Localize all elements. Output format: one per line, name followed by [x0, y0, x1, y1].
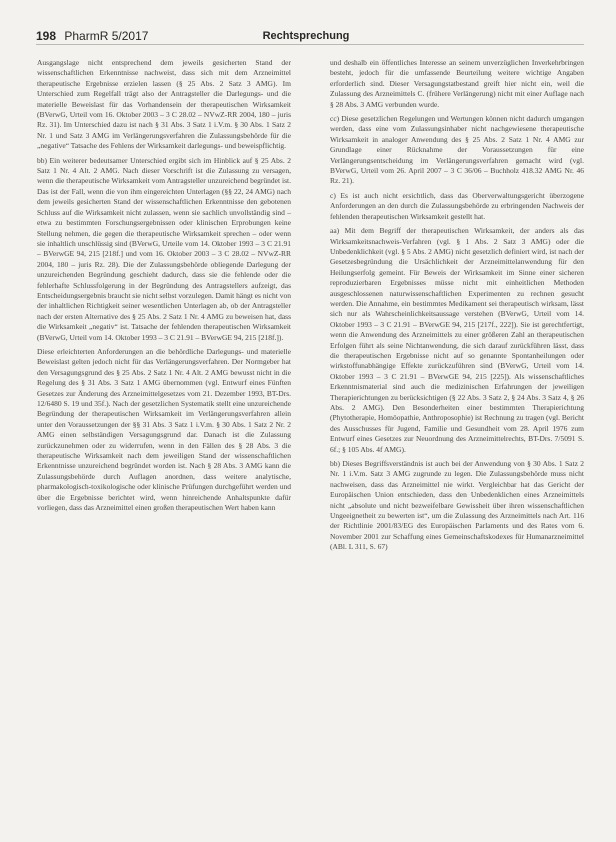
page-number: 198 [36, 29, 57, 43]
paragraph: Ausgangslage nicht entsprechend dem jeweils gesicherten Stand der wissenschaftlichen Erkenntnisse nachweist, dass sich mit dem Arzneimittel therapeutische Ergebnisse erzielen lassen (§ 25 Abs. 2 Satz 3 AMG). Im Unterschied zum Regelfall trägt also der Antragsteller die Darlegungs- und die materielle Beweislast für das Vorhandensein der therapeutischen Wirksamkeit (BVerwG, Urteil vom 16. Oktober 2003 – 3 C 28.02 – NVwZ-RR 2004, 180 – juris Rz. 31). Im Unterschied dazu ist nach § 31 Abs. 3 Satz 1 i.V.m. § 30 Abs. 1 Satz 2 Nr. 1 und Satz 3 AMG im Verlängerungsverfahren die Zulassungsbehörde für die „negative“ Tatsache des Fehlens der Wirksamkeit darlegungs- und beweispflichtig. [37, 58, 291, 151]
paragraph: bb) Dieses Begriffsverständnis ist auch bei der Anwendung von § 30 Abs. 1 Satz 2 Nr. 1 i.V.m. Satz 3 AMG zugrunde zu legen. Die Zulassungsbehörde muss nicht nachweisen, dass das Arzneimittel nie wirkt. Vergleichbar hat das Gericht der Europäischen Union entschieden, dass den Unbedenklichen eines Arzneimittels nicht „absolute und nicht bezweifelbare Gewissheit über ihren wissenschaftlichen Ungeeignetheit zu bewerten ist“, um die Zulassung des Arzneimittels nach Art. 116 der Richtlinie 2001/83/EG des Europäischen Parlaments und des Rates vom 6. November 2001 zur Schaffung eines Gemeinschaftskodexes für Humanarzneimittel (ABl. L 311, S. 67) [330, 459, 584, 552]
section-title: Rechtsprechung [248, 30, 364, 45]
right-column [330, 58, 584, 557]
paragraph: aa) Mit dem Begriff der therapeutischen Wirksamkeit, der anders als das Wirksamkeitsnachweis-Verfahren (vgl. § 1 Abs. 2 Satz 3 AMG) oder die Unbedenklichkeit (vgl. § 5 Abs. 2 AMG) nicht gesetzlich definiert wird, ist nach der Gesetzesbegründung die Ursächlichkeit der Arzneimittelanwendung für den Heilungserfolg gemeint. Für Beweis der Wirksamkeit im Sinne einer sicheren reproduzierbaren Ergebnisses müsse nicht mit einheitlichen Methoden ausgeschlossenen naturwissenschaftlichen Experimenten zu rechnen gesucht werden. Die Annahme, ein bestimmtes Medikament sei therapeutisch wirksam, lässt sich nur als Wahrscheinlichkeitsaussage verstehen (BVerwG, Urteil vom 14. Oktober 1993 – 3 C 21.91 – BVerwGE 94, 215 [217f., 222]). Sie ist gerechtfertigt, wenn die Anwendung des Arzneimittels zu einer größeren Zahl an therapeutischen Erfolgen führt als seine Nichtanwendung, die sich darauf zurückführen lässt, dass die therapeutischen Ergebnisse nicht auf so genannte Spontanheilungen oder wirkstoffunabhängige Effekte zurückzuführen sind (BVerwG, Urteil vom 14. Oktober 1993 – 3 C 21.91 – BVerwGE 94, 215 [225]). Als wissenschaftliches Erkenntnismaterial sind auch die medizinischen Erfahrungen der jeweiligen Therapierichtungen zu berücksichtigen (§ 22 Abs. 3 Satz 2, § 24 Abs. 3 Satz 4, § 26 Abs. 2 AMG). Den Besonderheiten einer bestimmten Therapierichtung (Phytotherapie, Homöopathie, Anthroposophie) ist Rechnung zu tragen (vgl. Bericht des Ausschusses für Jugend, Familie und Gesundheit vom 28. April 1976 zum Entwurf eines Gesetzes zur Neuordnung des Arzneimittelrechts, BT-Drs. 7/5091 S. 6f.; § 105 Abs. 4f AMG). [330, 226, 584, 454]
left-column [37, 58, 291, 517]
header-divider [36, 44, 584, 45]
paragraph: und deshalb ein öffentliches Interesse an seinem unverzüglichen Inverkehrbringen besteht, jedoch für die umfassende Beurteilung weitere wichtige Angaben erforderlich sind. Dieser Versagungstatbestand greift hier nicht ein, weil die Zulassung des Arzneimittels C. (frühere Verlängerung) nicht mit einer Auflage nach § 28 Abs. 3 AMG verbunden wurde. [330, 58, 584, 109]
paragraph: c) Es ist auch nicht ersichtlich, dass das Oberverwaltungsgericht überzogene Anforderungen an den durch die Zulassungsbehörde zu erbringenden Nachweis der fehlenden therapeutischen Wirksamkeit gestellt hat. [330, 190, 584, 221]
page-header-left [36, 29, 148, 43]
paragraph: bb) Ein weiterer bedeutsamer Unterschied ergibt sich im Hinblick auf § 25 Abs. 2 Satz 1 Nr. 4 Alt. 2 AMG. Nach dieser Vorschrift ist die Zulassung zu versagen, wenn die therapeutische Wirksamkeit vom Antragsteller unzureichend begründet ist. Das ist der Fall, wenn die von ihm eingereichten Unterlagen (§§ 22, 24 AMG) nach dem jeweils gesicherten Stand der wissenschaftlichen Erkenntnisse den gebotenen Schluss auf die Wirksamkeit nicht zulassen, wenn sie sachlich unvollständig sind – etwa zu bestimmten Forschungsergebnissen oder klinischen Erprobungen keine Stellung nehmen, die gegen die therapeutische Wirksamkeit sprechen – oder wenn sie inhaltlich unschlüssig sind (BVerwG, Urteile vom 14. Oktober 1993 – 3 C 21.91 – BVerwGE 94, 215 [218f.] und vom 16. Oktober 2003 – 3 C 28.02 – NVwZ-RR 2004, 180 – juris Rz. 28). Die der Zulassungsbehörde obliegende Darlegung der unzureichenden Begründung geschieht dadurch, dass sie die fehlende oder die fehlerhafte Schlussfolgerung in der Begründung des Antragstellers aufzeigt, das Entscheidungsergebnis braucht sie nicht selbst vorzulegen. Damit hängt es nicht von der inhaltlichen Richtigkeit seiner wesentlichen Unterlagen ab, ob der Antragsteller nach der ersten Alternative des § 25 Abs. 2 Satz 1 Nr. 4 AMG zu beweisen hat, dass die Wirksamkeit „negativ“ ist. Tatsache der fehlenden therapeutischen Wirksamkeit (BVerwG, Urteil vom 14. Oktober 1993 – 3 C 21.91 – BVerwGE 94, 215 [218f.]). [37, 155, 291, 342]
journal-title: PharmR 5/2017 [64, 29, 149, 43]
paragraph: Diese erleichterten Anforderungen an die behördliche Darlegungs- und materielle Beweislast gelten jedoch nicht für das Verlängerungsverfahren. Der Normgeber hat den Versagungsgrund des § 25 Abs. 2 Satz 1 Nr. 4 Alt. 2 AMG bewusst nicht in die Regelung des § 31 Abs. 3 Satz 1 AMG übernommen (vgl. Entwurf eines Fünften Gesetzes zur Änderung des Arzneimittelgesetzes vom 21. Dezember 1993, BT-Drs. 12/6480 S. 19 und 35f.). Nach der gesetzlichen Systematik stellt eine unzureichende Begründung der therapeutischen Wirksamkeit im Verlängerungsverfahren allein unter den Voraussetzungen der §§ 31 Abs. 3 Satz 1 i.V.m. § 30 Abs. 1 Satz 2 Nr. 2 AMG einen selbständigen Versagungsgrund dar. Danach ist die Zulassung zurückzunehmen oder zu widerrufen, wenn in den Fällen des § 28 Abs. 3 die therapeutische Wirksamkeit nach dem jeweiligen Stand der wissenschaftlichen Erkenntnisse unzureichend begründet worden ist. Nach § 28 Abs. 3 AMG kann die Zulassungsbehörde durch Auflagen anordnen, dass weitere analytische, pharmakologisch-toxikologische oder klinische Prüfungen durchgeführt werden und über die Ergebnisse berichtet wird, wenn hinreichende Anhaltspunkte dafür vorliegen, dass das Arzneimittel einen großen therapeutischen Wert haben kann [37, 346, 291, 513]
paragraph: cc) Diese gesetzlichen Regelungen und Wertungen können nicht dadurch umgangen werden, dass eine vom Zulassungsinhaber nicht nachgewiesene therapeutische Wirksamkeit in analoger Anwendung des § 25 Abs. 2 Satz 1 Nr. 4 AMG zur Grundlage einer Rücknahme der Voraussetzungen für eine Verlängerungsentscheidung im Verlängerungsverfahren gemacht wird (vgl. BVerwG, Urteil vom 26. April 2007 – 3 C 36/06 – Buchholz 418.32 AMG Nr. 46 Rz. 21). [330, 114, 584, 186]
